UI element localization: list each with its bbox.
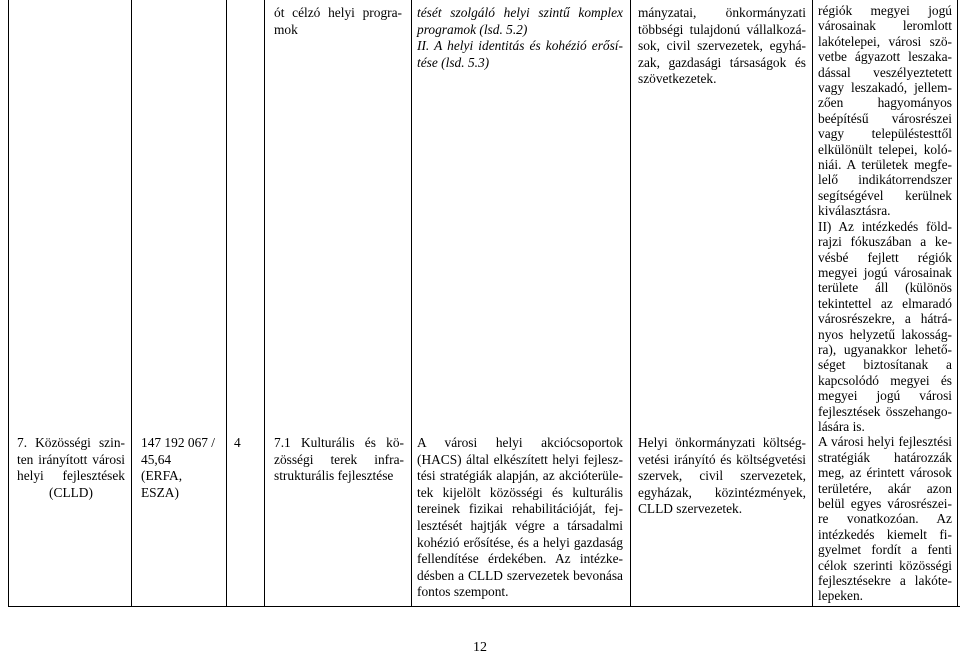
column-divider <box>411 0 412 606</box>
table-border <box>8 0 9 606</box>
table-bottom-border <box>8 606 960 607</box>
table-border <box>957 0 958 606</box>
target-area-cell: régiók megyei jogú városainak leromlott lakótelepei, városi szö- vetbe ágyazott leszaka- dással veszélyeztetett vagy leszakadó, jellem- zően hagyományos beépítésű városrészei vagy településtesttől elkülönült telepei, koló- niái. A területek megfe- lelő indikátorrendszer segítségével kerülnek kiválasztásra. II) Az intézkedés föld- rajzi fókuszában a ke- vésbé fejlett régiók megyei jogú városainak területe áll (különös tekintettel az elmaradó városrészekre, a hátrá- nyos helyzetű lakosság- ra), ugyanakkor lehető- séget biztosítanak a kapcsolódó megyei és megyei jogú városi fejlesztések összehango- lására is. A városi helyi fejlesztési stratégiák határozzák meg, az érintett városok területére, akár azon belül egyes városrészei- re vonatkozóan. Az intézkedés kiemelt fi- gyelmet fordít a fenti célok szerinti közösségi fejlesztésekre a lakóte- lepeken. <box>818 3 952 604</box>
description-cell: A városi helyi akciócsoportok (HACS) által elkészített helyi fejlesz- tési stratégiák alapján, az akcióterüle- tek kijelölt közösségi és kulturális tereinek fizikai rehabilitációját, fej- lesztését hajtják végre a társadalmi kohézió erősítése, és a helyi gazdaság fellendítése érdekében. Az intézke- désben a CLLD szervezetek bevonása fontos szempont. <box>417 435 623 600</box>
program-name-cell: ót célzó helyi progra- mok <box>274 5 402 37</box>
column-divider <box>264 0 265 606</box>
column-divider <box>812 0 813 606</box>
measure-name-cell: 7. Közösségi szin- ten irányított városi helyi fejlesztések (CLLD) <box>17 435 125 500</box>
column-divider <box>131 0 132 606</box>
budget-cell: 147 192 067 / 45,64 (ERFA, ESZA) <box>141 435 216 500</box>
measure-number-cell: 4 <box>234 435 241 450</box>
column-divider <box>630 0 631 606</box>
page-number: 12 <box>473 640 487 655</box>
beneficiaries-cell-top: mányzatai, önkormányzati többségi tulajdonú vállalkozá- sok, civil szervezetek, egyhá- zak, gazdasági társaságok és szövetkezetek. <box>638 5 806 87</box>
objectives-cell: tését szolgáló helyi szintű komplex programok (lsd. 5.2) II. A helyi identitás és kohézió erősí- tése (lsd. 5.3) <box>417 5 623 70</box>
column-divider <box>226 0 227 606</box>
beneficiaries-cell: Helyi önkormányzati költség- vetési irányító és költségvetési szervek, civil szervezetek, egyházak, közintézmények, CLLD szervezetek. <box>638 435 806 517</box>
submeasure-cell: 7.1 Kulturális és kö- zösségi terek infra- strukturális fejlesztése <box>274 435 404 484</box>
